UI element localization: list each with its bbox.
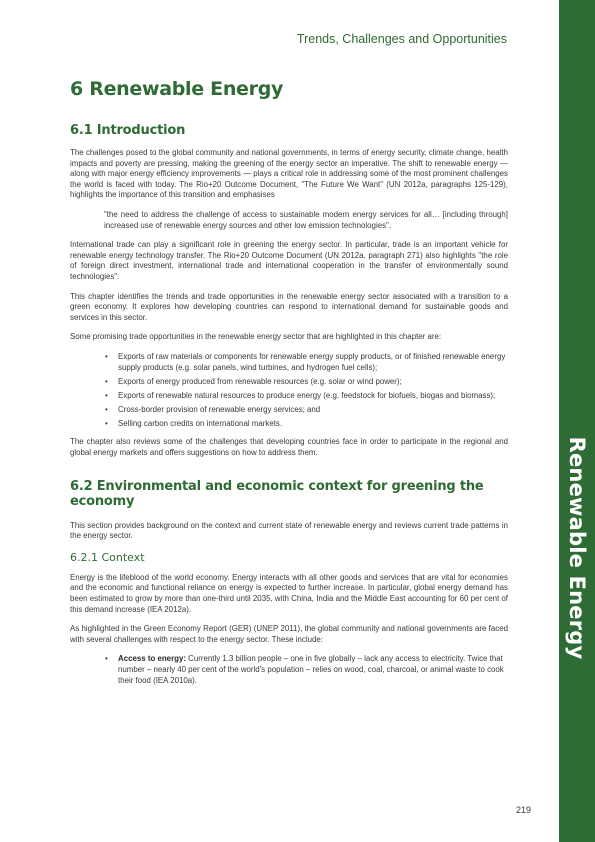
list-item [105, 404, 508, 416]
list-item [105, 654, 508, 686]
bullet-glyph: • [105, 404, 108, 414]
section-heading-context: 6.2 Environmental and economic context for greening the economy [70, 478, 484, 509]
bullet-glyph: • [105, 390, 108, 400]
trade-paragraph: International trade can play a significant role in greening the energy sector. In particular, trade is an important vehicle for renewable energy technology transfer. The Rio+20 Outcome Document (UN 2012a, paragraph 271) also highlights "the role of foreign direct investment, international trade and international cooperation in the transfer of environmentally sound technologies". [70, 240, 508, 281]
sidebar-chapter-label: Renewable Energy [565, 436, 589, 660]
list-item-text: Cross-border provision of renewable energy services; and [118, 404, 321, 414]
list-item-text: Currently 1.3 billion people – one in five globally – lack any access to electricity. Twice that number – nearly 40 per cent of the world's population – relies on wood, coal, charcoal, or animal waste to cook their food (IEA 2010a). [118, 654, 504, 685]
section-intro-paragraph: This section provides background on the context and current state of renewable energy and reviews current trade patterns in the energy sector. [70, 520, 508, 541]
list-item [105, 376, 508, 388]
bullet-glyph: • [105, 376, 108, 386]
challenges-list [70, 654, 508, 686]
block-quote: "the need to address the challenge of access to sustainable modern energy services for all… [including through] increased use of renewable energy sources and other low emission technologies". [104, 209, 508, 230]
running-header: Trends, Challenges and Opportunities [296, 32, 507, 46]
list-item [105, 351, 508, 373]
opportunities-list [70, 352, 508, 430]
intro-paragraph: The challenges posed to the global community and national governments, in terms of energy security, climate change, health impacts and poverty are pressing, making the greening of the energy sector an imperative. The shift to renewable energy — along with major energy efficiency improvements — plays a critical role in addressing some of the most prominent challenges the world is faced with today. The Rio+20 Outcome Document, "The Future We Want" (UN 2012a, paragraphs 125-129), highlights the importance of this transition and emphasises [70, 148, 508, 200]
list-item-text: Selling carbon credits on international markets. [118, 418, 283, 428]
list-item-text: Exports of raw materials or components for renewable energy supply products, or of finished renewable energy supply products (e.g. solar panels, wind turbines, and hydrogen fuel cells); [118, 351, 506, 372]
chapter-sidebar-band [559, 0, 595, 842]
energy-demand-paragraph: Energy is the lifeblood of the world economy. Energy interacts with all other goods and services that are vital for economies and the economic and functional reliance on energy is expected to further increase. In particular, global energy demand has been estimated to grow by more than one-third until 2035, with China, India and the Middle East accounting for 60 per cent of this demand increase (IEA 2012a). [70, 572, 508, 614]
list-item-text: Exports of energy produced from renewable resources (e.g. solar or wind power); [118, 376, 402, 386]
section-heading-introduction: 6.1 Introduction [70, 123, 186, 138]
list-item [105, 390, 508, 402]
chapter-scope-paragraph: This chapter identifies the trends and trade opportunities in the renewable energy sector associated with a transition to a green economy. It explores how developing countries can respond to international demand for sustainable goods and services in this sector. [70, 291, 508, 322]
ger-paragraph: As highlighted in the Green Economy Report (GER) (UNEP 2011), the global community and national governments are faced with several challenges with respect to the energy sector. These include: [70, 624, 508, 644]
list-item-text: Exports of renewable natural resources to produce energy (e.g. feedstock for biofuels, biogas and biomass); [118, 390, 496, 400]
list-item [105, 418, 508, 430]
challenges-paragraph: The chapter also reviews some of the challenges that developing countries face in order to participate in the regional and global energy markets and offers suggestions on how to address them. [70, 437, 508, 458]
chapter-title: 6 Renewable Energy [70, 78, 284, 100]
list-item-term: Access to energy: [118, 654, 186, 664]
subsection-heading: 6.2.1 Context [70, 550, 145, 564]
opportunities-lead-paragraph: Some promising trade opportunities in the renewable energy sector that are highlighted in this chapter are: [70, 332, 442, 342]
page-content [70, 78, 508, 694]
page-number: 219 [516, 805, 532, 815]
bullet-glyph: • [105, 351, 108, 361]
bullet-glyph: • [105, 418, 108, 428]
bullet-glyph: • [105, 654, 108, 664]
